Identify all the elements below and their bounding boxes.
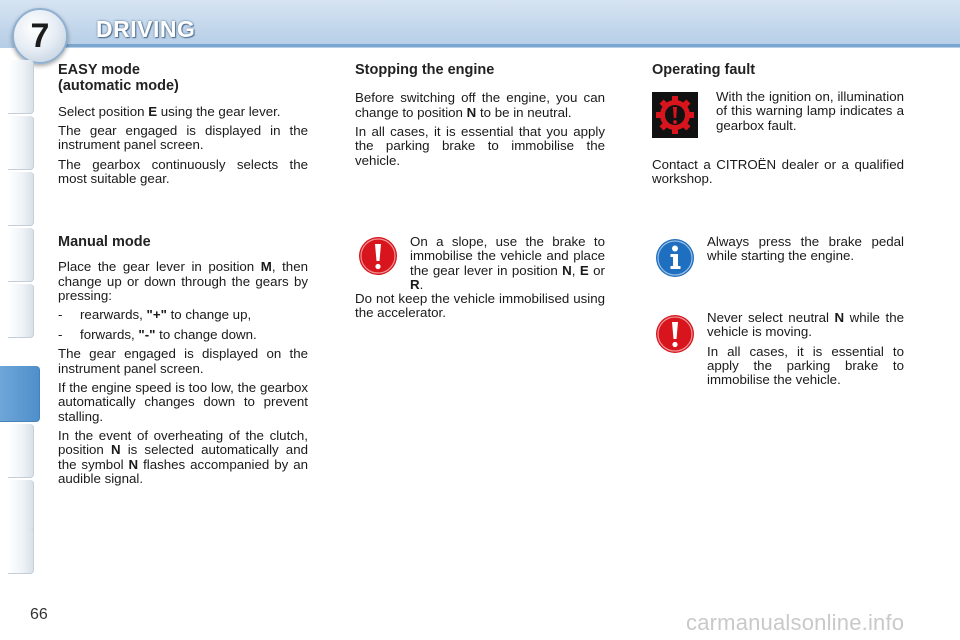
gearbox-fault-warning-lamp-icon	[652, 92, 698, 138]
watermark: carmanualsonline.info	[686, 610, 905, 635]
stopping-engine-p1: Before switching off the engine, you can change to position N to be in neutral.	[355, 90, 605, 120]
chapter-number: 7	[30, 16, 50, 55]
chapter-tab[interactable]	[8, 284, 34, 338]
contact-dealer-text: Contact a CITROËN dealer or a qualified workshop.	[652, 157, 904, 187]
manual-mode-p1: Place the gear lever in position M, then change up or down through the gears by pressing:	[58, 259, 308, 304]
easy-mode-title-line1: EASY mode	[58, 62, 140, 78]
easy-mode-title-line2: (automatic mode)	[58, 78, 179, 95]
stopping-engine-title: Stopping the engine	[355, 62, 495, 78]
list-item: - forwards, "-" to change down.	[58, 326, 257, 342]
easy-mode-title	[58, 62, 308, 95]
chapter-tab[interactable]	[8, 116, 34, 170]
page-number: 66	[30, 606, 48, 623]
brake-pedal-info: Always press the brake pedal while starting the engine.	[707, 234, 904, 264]
stopping-engine-section	[355, 62, 605, 173]
chapter-tab[interactable]	[8, 424, 34, 478]
chapter-badge	[12, 8, 68, 64]
manual-mode-p3: If the engine speed is too low, the gearbox automatically changes down to prevent stalling.	[58, 379, 308, 424]
easy-mode-p3: The gearbox continuously selects the most suitable gear.	[58, 156, 308, 187]
chapter-tab[interactable]	[8, 228, 34, 282]
chapter-tab[interactable]	[8, 172, 34, 226]
easy-mode-p1: Select position E using the gear lever.	[58, 103, 281, 119]
easy-mode-section	[58, 62, 308, 192]
easy-mode-p2: The gear engaged is displayed in the instrument panel screen.	[58, 123, 308, 153]
manual-mode-p2: The gear engaged is displayed on the instrument panel screen.	[58, 346, 308, 376]
slope-warning-text: On a slope, use the brake to immobilise the vehicle and place the gear lever in position N, E or R.	[410, 234, 605, 293]
lamp-description: With the ignition on, illumination of this warning lamp indicates a gearbox fault.	[716, 89, 904, 133]
manual-mode-p4: In the event of overheating of the clutch, position N is selected automatically and the symbol N flashes accompanied by an audible signal.	[58, 427, 308, 487]
exclamation-warning-icon	[655, 314, 695, 354]
operating-fault-section	[652, 62, 904, 88]
manual-mode-title: Manual mode	[58, 234, 151, 250]
chapter-tab[interactable]	[8, 60, 34, 114]
chapter-tab[interactable]	[8, 528, 34, 574]
accelerator-note: Do not keep the vehicle immobilised using the accelerator.	[355, 291, 605, 321]
header-rule	[60, 44, 960, 47]
neutral-warning-text: Never select neutral N while the vehicle is moving. In all cases, it is essential to apply the parking brake to immobilise the vehicle.	[707, 310, 904, 388]
chapter-tab[interactable]	[8, 480, 34, 534]
manual-mode-section	[58, 234, 308, 491]
page-title: DRIVING	[96, 16, 196, 42]
exclamation-warning-icon	[358, 236, 398, 276]
operating-fault-title: Operating fault	[652, 62, 756, 78]
list-item: - rearwards, "+" to change up,	[58, 307, 252, 323]
info-icon	[655, 238, 695, 278]
chapter-tabs	[8, 60, 34, 575]
chapter-tab-active[interactable]	[0, 366, 40, 422]
stopping-engine-p2: In all cases, it is essential that you apply the parking brake to immobilise the vehicle.	[355, 124, 605, 168]
